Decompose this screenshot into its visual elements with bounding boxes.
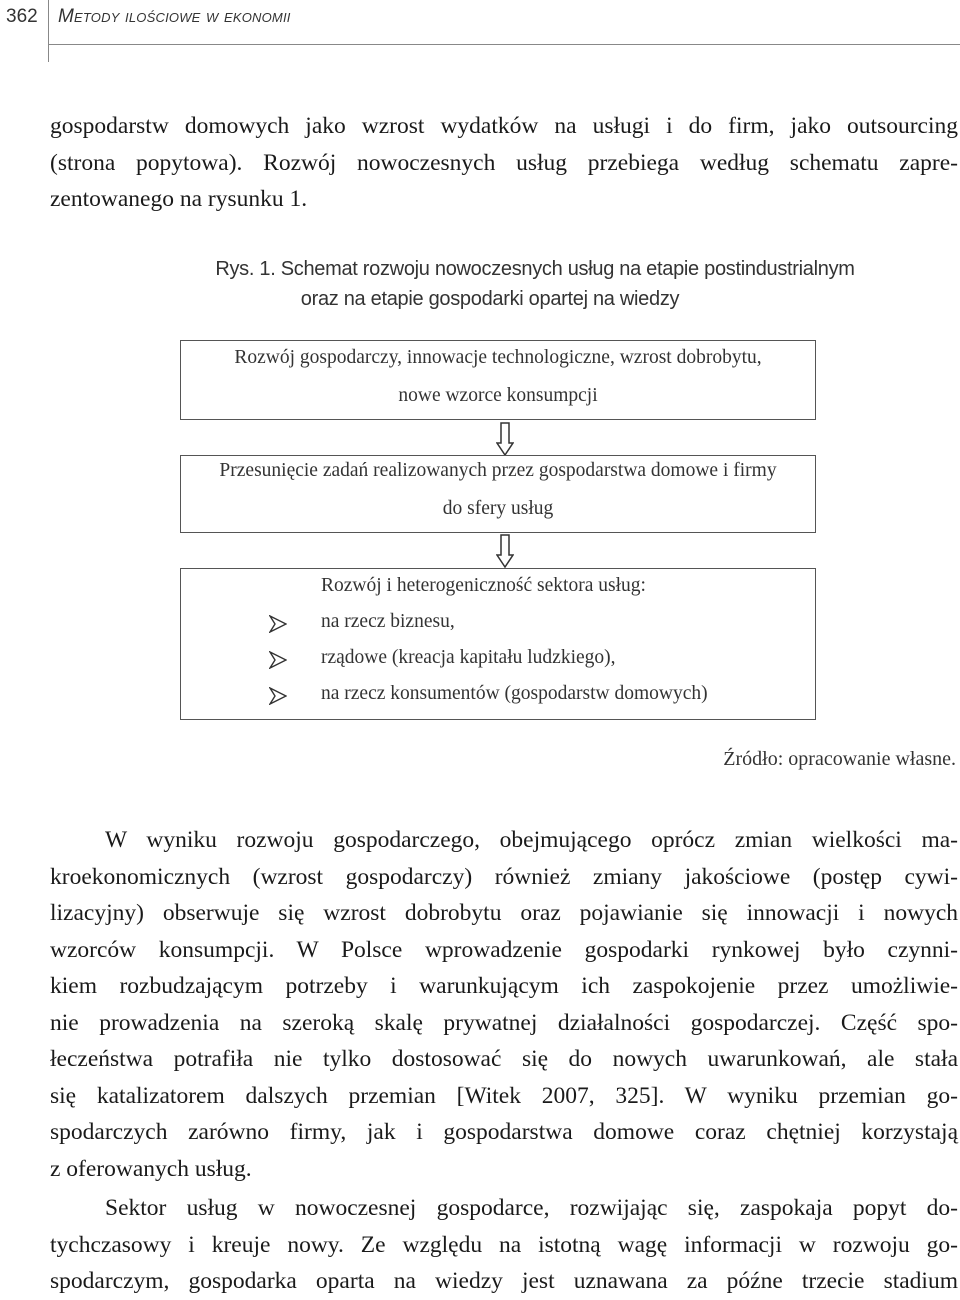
diagram-box-task-shift [180, 455, 816, 533]
intro-paragraph [50, 108, 958, 218]
paragraph-line: z oferowanych usług. [50, 1155, 252, 1182]
paragraph-line: lizacyjny) obserwuje się wzrost dobrobytu oraz pojawianie się innowacji i nowych [50, 900, 958, 926]
paragraph-line: się katalizatorem dalszych przemian [Witek 2007, 325]. W wyniku przemian go- [50, 1082, 958, 1109]
paragraph-line: gospodarstw domowych jako wzrost wydatków na usługi i do firm, jako outsourcing [50, 113, 958, 139]
paragraph-line: kroekonomicznych (wzrost gospodarczy) również zmiany jakościowe (postęp cywi- [50, 863, 958, 890]
box-text-line: Rozwój gospodarczy, innowacje technologiczne, wzrost dobrobytu, [234, 347, 762, 368]
arrowhead-bullet-icon [269, 615, 287, 633]
arrowhead-bullet-icon [269, 651, 287, 669]
paragraph-line: kiem rozbudzającym potrzeby i warunkującym ich zaspokojenie przez umożliwie- [50, 973, 958, 999]
paragraph-line: spodarczym, gospodarka oparta na wiedzy jest uznawana za późne trzecie stadium [50, 1268, 958, 1294]
caption-line: Rys. 1. Schemat rozwoju nowoczesnych usług na etapie postindustrialnym [215, 258, 855, 280]
body-paragraph [50, 822, 958, 1187]
paragraph-line: W wyniku rozwoju gospodarczego, obejmującego oprócz zmian wielkości ma- [105, 827, 958, 853]
down-arrow-icon [496, 534, 514, 568]
down-arrow-icon [496, 422, 514, 456]
box-text-line: do sfery usług [442, 498, 554, 519]
header-horizontal-rule [48, 44, 960, 45]
paragraph-line: (strona popytowa). Rozwój nowoczesnych usług przebiega według schematu zapre- [50, 149, 958, 176]
page-header [0, 0, 960, 62]
list-item [181, 683, 815, 713]
arrowhead-bullet-icon [269, 687, 287, 705]
paragraph-line: wzorców konsumpcji. W Polsce wprowadzenie gospodarki rynkowej było czynni- [50, 936, 958, 963]
header-vertical-rule [48, 0, 49, 62]
running-title: Metody ilościowe w ekonomii [58, 6, 291, 27]
diagram-box-economic-development [180, 340, 816, 420]
figure-caption [50, 254, 910, 314]
bullet-text: na rzecz biznesu, [321, 611, 455, 632]
paragraph-line: zentowanego na rysunku 1. [50, 186, 308, 212]
paragraph-line: łeczeństwa potrafiła nie tylko dostosować się do nowych uwarunkowań, ale stała [50, 1046, 958, 1072]
paragraph-line: tychczasowy i kreuje nowy. Ze względu na istotną wagę informacji w rozwoju go- [50, 1231, 958, 1258]
paragraph-line: spodarczych zarówno firmy, jak i gospodarstwa domowe coraz chętniej korzystają [50, 1119, 958, 1145]
figure-source: Źródło: opracowanie własne. [723, 748, 956, 770]
box-title: Rozwój i heterogeniczność sektora usług: [321, 575, 646, 596]
page-number: 362 [6, 6, 38, 27]
box-text-line: Przesunięcie zadań realizowanych przez gospodarstwa domowe i firmy [219, 460, 777, 481]
box-text-line: nowe wzorce konsumpcji [398, 385, 598, 406]
bullet-text: na rzecz konsumentów (gospodarstw domowych) [321, 683, 708, 704]
list-item [181, 611, 815, 641]
list-item [181, 647, 815, 677]
diagram-box-service-sector [180, 568, 816, 720]
paragraph-line: nie prowadzenia na szeroką skalę prywatnej działalności gospodarczej. Część spo- [50, 1009, 958, 1036]
caption-line: oraz na etapie gospodarki opartej na wiedzy [300, 288, 680, 310]
bullet-text: rządowe (kreacja kapitału ludzkiego), [321, 647, 616, 668]
paragraph-line: Sektor usług w nowoczesnej gospodarce, rozwijając się, zaspokaja popyt do- [105, 1195, 958, 1221]
body-paragraph [50, 1190, 958, 1300]
